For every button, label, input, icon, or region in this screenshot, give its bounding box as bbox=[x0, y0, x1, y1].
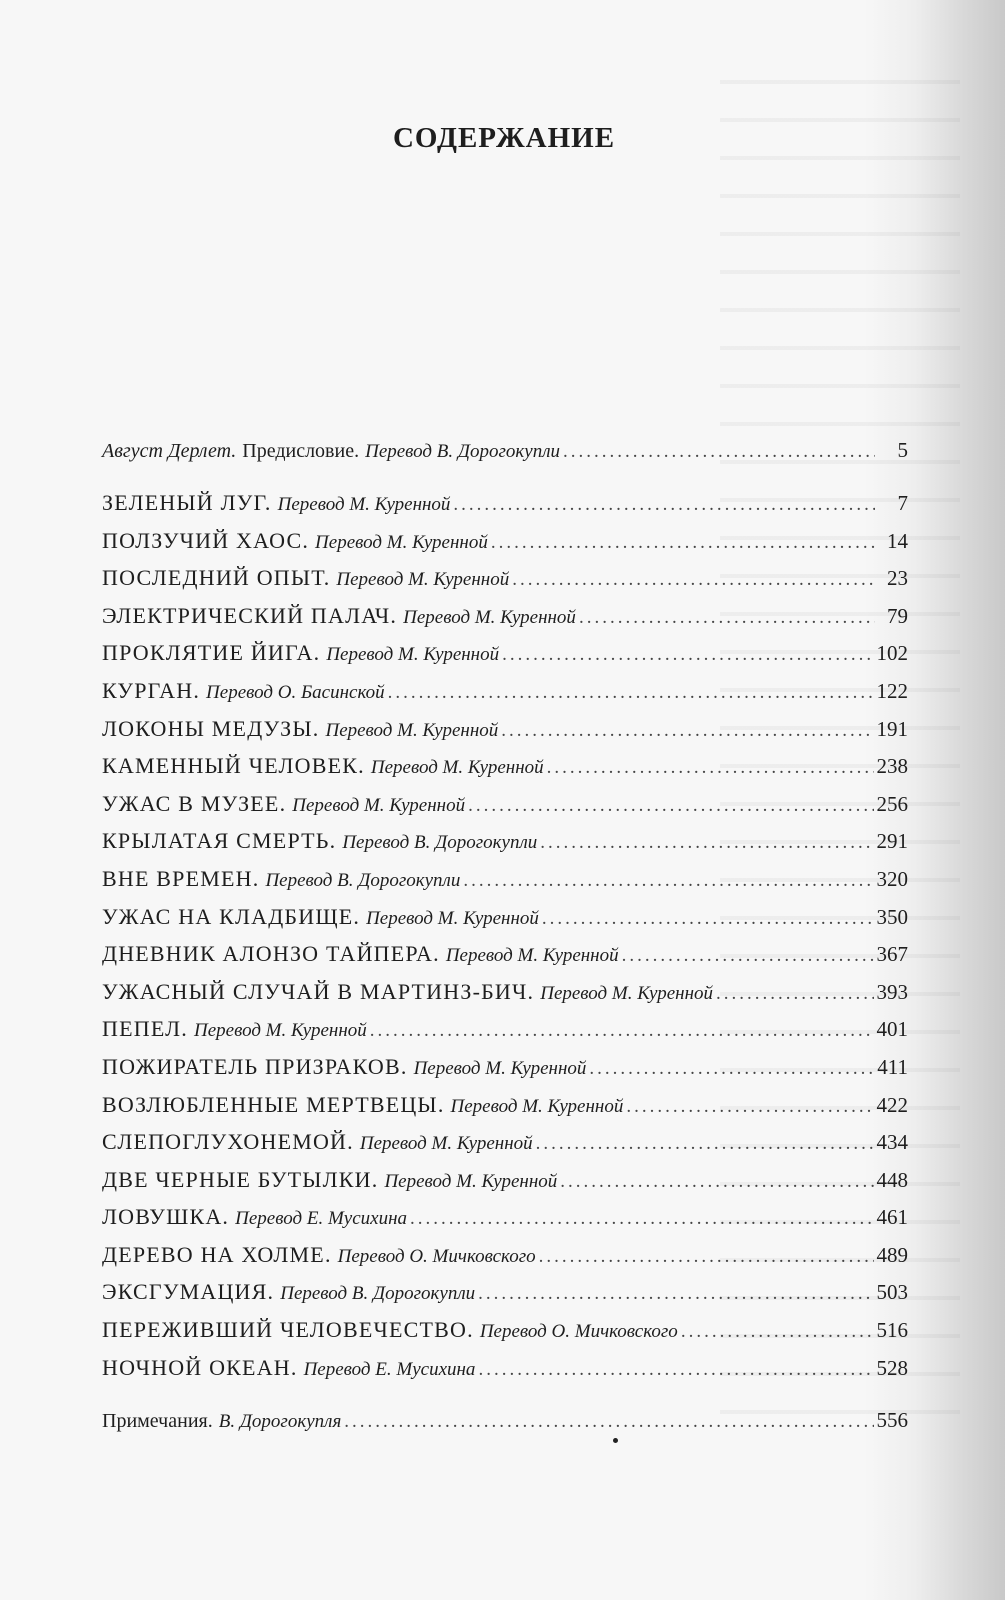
dot-leader bbox=[463, 862, 873, 900]
dot-leader bbox=[560, 1163, 873, 1201]
preface-author: Август Дерлет. bbox=[102, 440, 237, 462]
dot-leader bbox=[491, 524, 875, 562]
story-page-number: 393 bbox=[876, 979, 908, 1004]
dot-leader bbox=[453, 486, 875, 524]
dot-leader bbox=[563, 432, 875, 472]
story-page-number: 79 bbox=[887, 603, 908, 628]
dot-leader bbox=[512, 561, 875, 599]
story-translator: Перевод М. Куренной bbox=[315, 531, 488, 553]
story-title: УЖАС В МУЗЕЕ. bbox=[102, 790, 287, 816]
dot-leader bbox=[502, 636, 873, 674]
story-page-number: 7 bbox=[897, 491, 908, 515]
story-page-number: 23 bbox=[887, 566, 908, 591]
story-page-number: 291 bbox=[876, 829, 908, 854]
story-page-number: 14 bbox=[887, 528, 908, 553]
toc-entry bbox=[102, 1349, 908, 1387]
story-page-number: 350 bbox=[876, 904, 908, 929]
preface-title: Предисловие. bbox=[242, 440, 360, 462]
dot-leader bbox=[478, 1351, 873, 1389]
story-title: ДЕРЕВО НА ХОЛМЕ. bbox=[102, 1241, 332, 1267]
story-translator: Перевод М. Куренной bbox=[292, 794, 466, 816]
story-translator: Перевод М. Куренной bbox=[336, 569, 510, 591]
story-translator: Перевод М. Куренной bbox=[370, 757, 544, 779]
toc-entry bbox=[102, 860, 908, 898]
toc-entry bbox=[102, 1123, 908, 1161]
notes-author: В. Дорогокупля bbox=[218, 1411, 342, 1433]
toc-entry-notes bbox=[102, 1402, 908, 1440]
toc-entry bbox=[102, 634, 908, 672]
toc-entry bbox=[102, 822, 908, 860]
dot-leader bbox=[579, 599, 875, 637]
story-translator: Перевод М. Куренной bbox=[450, 1095, 624, 1117]
story-translator: Перевод М. Куренной bbox=[445, 945, 619, 967]
story-title: КУРГАН. bbox=[102, 677, 201, 703]
story-page-number: 422 bbox=[876, 1092, 908, 1117]
toc-entry bbox=[102, 1010, 908, 1048]
dot-leader bbox=[542, 900, 874, 938]
story-translator: Перевод М. Куренной bbox=[403, 606, 576, 628]
toc-entry bbox=[102, 1198, 908, 1236]
dot-leader bbox=[468, 787, 873, 825]
toc-entry bbox=[102, 559, 908, 597]
story-title: ПРОКЛЯТИЕ ЙИГА. bbox=[102, 640, 321, 666]
toc-entry bbox=[102, 484, 908, 522]
preface-page-number: 5 bbox=[897, 438, 908, 462]
dot-leader bbox=[536, 1125, 874, 1163]
toc-entry bbox=[102, 973, 908, 1011]
story-page-number: 238 bbox=[876, 754, 908, 779]
dot-leader bbox=[716, 975, 873, 1013]
story-title: ЭЛЕКТРИЧЕСКИЙ ПАЛАЧ. bbox=[102, 602, 398, 628]
story-translator: Перевод О. Мичковского bbox=[479, 1321, 678, 1343]
story-title: СЛЕПОГЛУХОНЕМОЙ. bbox=[102, 1129, 354, 1155]
story-translator: Перевод М. Куренной bbox=[540, 982, 714, 1004]
toc-entry bbox=[102, 1236, 908, 1274]
story-page-number: 320 bbox=[876, 866, 908, 891]
story-translator: Перевод В. Дорогокупли bbox=[265, 869, 461, 891]
story-title: ДВЕ ЧЕРНЫЕ БУТЫЛКИ. bbox=[102, 1166, 379, 1192]
story-title: ДНЕВНИК АЛОНЗО ТАЙПЕРА. bbox=[102, 941, 440, 967]
story-page-number: 367 bbox=[876, 942, 908, 967]
story-title: ПОЖИРАТЕЛЬ ПРИЗРАКОВ. bbox=[102, 1053, 408, 1079]
story-translator: Перевод О. Басинской bbox=[206, 681, 385, 703]
dot-leader bbox=[370, 1012, 874, 1050]
story-translator: Перевод М. Куренной bbox=[326, 644, 500, 666]
story-page-number: 503 bbox=[876, 1280, 908, 1305]
story-page-number: 434 bbox=[876, 1130, 908, 1155]
toc-entry bbox=[102, 898, 908, 936]
story-page-number: 461 bbox=[876, 1205, 908, 1230]
toc-entry bbox=[102, 710, 908, 748]
dot-leader bbox=[501, 712, 873, 750]
dot-leader bbox=[547, 749, 874, 787]
toc-entry bbox=[102, 1161, 908, 1199]
dot-leader bbox=[626, 1088, 873, 1126]
story-title: ПЕРЕЖИВШИЙ ЧЕЛОВЕЧЕСТВО. bbox=[102, 1317, 474, 1343]
toc-entry bbox=[102, 935, 908, 973]
preface-translator: Перевод В. Дорогокупли bbox=[365, 441, 561, 462]
notes-page-number: 556 bbox=[876, 1408, 908, 1433]
story-translator: Перевод М. Куренной bbox=[366, 907, 539, 929]
toc-entry bbox=[102, 1086, 908, 1124]
dot-leader bbox=[388, 674, 874, 712]
story-page-number: 448 bbox=[876, 1167, 908, 1192]
dot-leader bbox=[410, 1200, 874, 1238]
dot-leader bbox=[681, 1313, 874, 1351]
story-translator: Перевод В. Дорогокупли bbox=[342, 832, 538, 854]
page-title: СОДЕРЖАНИЕ bbox=[392, 122, 616, 154]
story-translator: Перевод М. Куренной bbox=[193, 1020, 367, 1042]
table-of-contents bbox=[102, 430, 908, 1440]
dot-leader bbox=[589, 1050, 874, 1088]
story-translator: Перевод Е. Мусихина bbox=[235, 1208, 407, 1230]
story-translator: Перевод О. Мичковского bbox=[337, 1245, 536, 1267]
story-title: УЖАСНЫЙ СЛУЧАЙ В МАРТИНЗ-БИЧ. bbox=[102, 978, 535, 1004]
ink-speck bbox=[613, 1438, 618, 1443]
toc-entry bbox=[102, 672, 908, 710]
story-page-number: 256 bbox=[876, 791, 908, 816]
story-translator: Перевод М. Куренной bbox=[359, 1133, 533, 1155]
story-title: УЖАС НА КЛАДБИЩЕ. bbox=[102, 903, 361, 929]
toc-entry-preface bbox=[102, 430, 908, 470]
story-title: ПОЛЗУЧИЙ ХАОС. bbox=[102, 527, 310, 553]
toc-entry bbox=[102, 522, 908, 560]
story-translator: Перевод М. Куренной bbox=[384, 1170, 558, 1192]
story-title: ЗЕЛЕНЫЙ ЛУГ. bbox=[102, 490, 272, 515]
story-translator: Перевод Е. Мусихина bbox=[303, 1358, 476, 1380]
toc-entry bbox=[102, 747, 908, 785]
dot-leader bbox=[539, 1238, 874, 1276]
story-page-number: 489 bbox=[876, 1242, 908, 1267]
dot-leader bbox=[540, 824, 873, 862]
story-title: КРЫЛАТАЯ СМЕРТЬ. bbox=[102, 828, 337, 854]
story-title: НОЧНОЙ ОКЕАН. bbox=[102, 1354, 298, 1380]
toc-entry bbox=[102, 785, 908, 823]
story-title: ЭКСГУМАЦИЯ. bbox=[102, 1279, 275, 1305]
story-page-number: 102 bbox=[876, 641, 908, 666]
story-translator: Перевод М. Куренной bbox=[277, 494, 451, 515]
story-title: ВОЗЛЮБЛЕННЫЕ МЕРТВЕЦЫ. bbox=[102, 1091, 445, 1117]
dot-leader bbox=[344, 1403, 873, 1441]
story-page-number: 411 bbox=[877, 1054, 908, 1079]
toc-entry bbox=[102, 1311, 908, 1349]
story-page-number: 401 bbox=[876, 1017, 908, 1042]
story-translator: Перевод М. Куренной bbox=[325, 719, 499, 741]
toc-entry bbox=[102, 1273, 908, 1311]
story-title: КАМЕННЫЙ ЧЕЛОВЕК. bbox=[102, 753, 365, 779]
dot-leader bbox=[622, 937, 874, 975]
toc-entry-list bbox=[102, 484, 908, 1386]
story-title: ЛОКОНЫ МЕДУЗЫ. bbox=[102, 715, 320, 741]
story-page-number: 191 bbox=[876, 716, 908, 741]
story-title: ПОСЛЕДНИЙ ОПЫТ. bbox=[102, 565, 331, 591]
story-translator: Перевод В. Дорогокупли bbox=[280, 1283, 476, 1305]
toc-entry bbox=[102, 597, 908, 635]
story-page-number: 528 bbox=[876, 1355, 908, 1380]
notes-title: Примечания. bbox=[102, 1410, 213, 1433]
dot-leader bbox=[478, 1275, 873, 1313]
story-page-number: 516 bbox=[876, 1318, 908, 1343]
story-title: ПЕПЕЛ. bbox=[102, 1016, 188, 1042]
story-title: ЛОВУШКА. bbox=[102, 1204, 230, 1230]
story-title: ВНЕ ВРЕМЕН. bbox=[102, 865, 260, 891]
toc-entry bbox=[102, 1048, 908, 1086]
story-translator: Перевод М. Куренной bbox=[413, 1057, 587, 1079]
story-page-number: 122 bbox=[876, 678, 908, 703]
